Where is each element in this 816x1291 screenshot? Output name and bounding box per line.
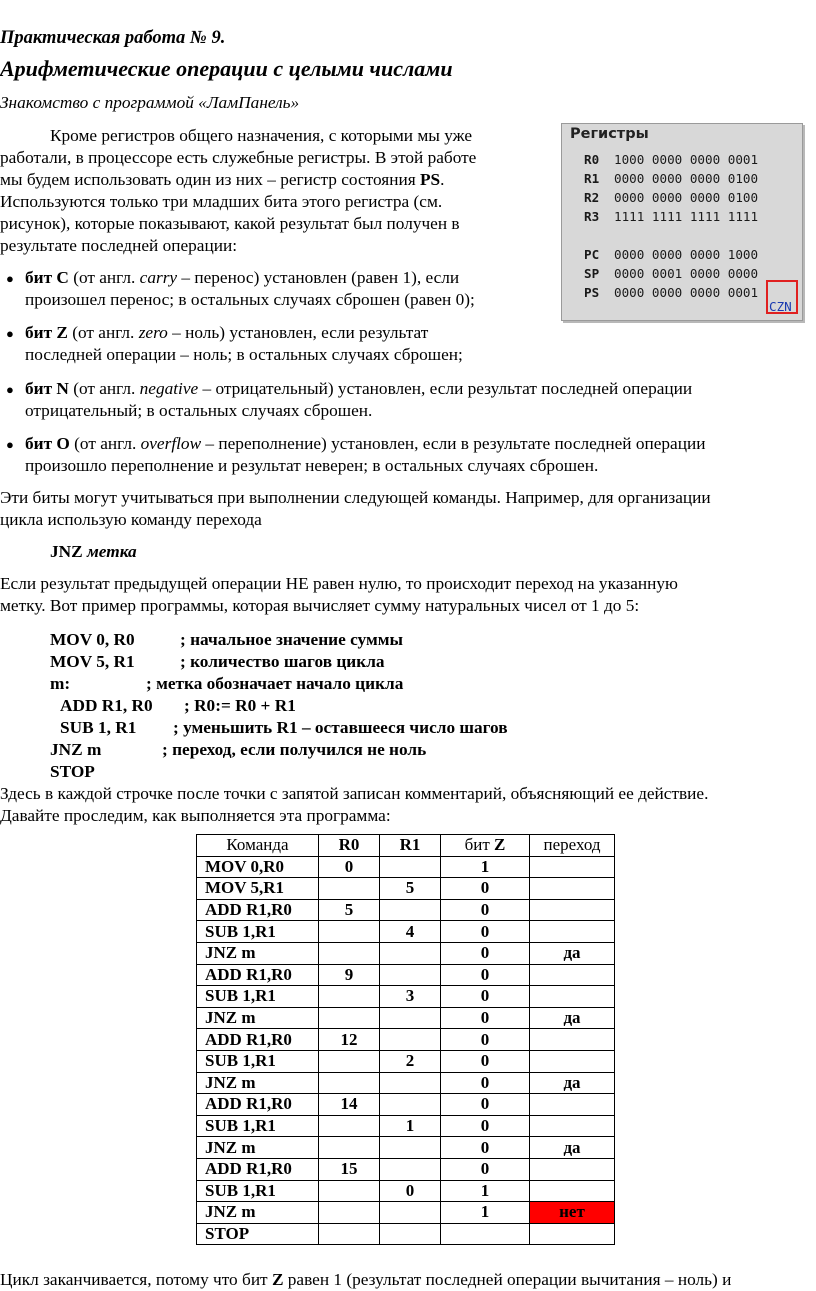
cell-command: MOV 5,R1	[197, 878, 319, 900]
final-line: Цикл заканчивается, потому что бит Z равен 1 (результат последней операции вычитания – ноль) и	[0, 1270, 732, 1289]
cell-r1: 3	[380, 986, 441, 1008]
code-line-5-cmd: SUB 1, R1	[60, 718, 137, 737]
code-line-2-cmd: MOV 5, R1	[50, 652, 135, 671]
bullet-icon: ●	[6, 326, 14, 341]
bullet-line-1: бит O (от англ. overflow – переполнение) установлен, если в результате последней операции	[25, 434, 706, 453]
cell-jump: да	[530, 1137, 615, 1159]
cell-jump	[530, 1094, 615, 1116]
cell-r0	[319, 1202, 380, 1224]
cell-jump	[530, 964, 615, 986]
code-line-4-cmd: ADD R1, R0	[60, 696, 153, 715]
cell-bit-z: 0	[441, 1072, 530, 1094]
register-row: PC 0000 0000 0000 1000	[584, 247, 759, 262]
cell-r1	[380, 1223, 441, 1245]
cell-command: ADD R1,R0	[197, 1029, 319, 1051]
header-r0: R0	[319, 835, 380, 857]
table-row	[197, 1072, 615, 1094]
register-row: R0 1000 0000 0000 0001	[584, 152, 759, 167]
cell-bit-z: 0	[441, 964, 530, 986]
cell-jump	[530, 986, 615, 1008]
para4-line-2: Давайте проследим, как выполняется эта программа:	[0, 806, 391, 825]
header-jump: переход	[530, 835, 615, 857]
cell-jump	[530, 856, 615, 878]
cell-r0: 9	[319, 964, 380, 986]
cell-jump: да	[530, 1007, 615, 1029]
cell-r1	[380, 1202, 441, 1224]
cell-r1: 2	[380, 1050, 441, 1072]
cell-r0: 15	[319, 1158, 380, 1180]
table-row	[197, 1137, 615, 1159]
code-line-1-comment: ; начальное значение суммы	[180, 630, 404, 649]
cell-bit-z: 0	[441, 942, 530, 964]
cell-command: JNZ m	[197, 1072, 319, 1094]
cell-r0	[319, 1072, 380, 1094]
register-row: SP 0000 0001 0000 0000	[584, 266, 759, 281]
cell-command: MOV 0,R0	[197, 856, 319, 878]
cell-r0	[319, 1223, 380, 1245]
cell-r0	[319, 921, 380, 943]
cell-r0: 5	[319, 899, 380, 921]
table-row	[197, 1029, 615, 1051]
cell-r0	[319, 986, 380, 1008]
trace-table	[196, 834, 615, 1245]
cell-jump	[530, 921, 615, 943]
cell-command: JNZ m	[197, 942, 319, 964]
cell-command: JNZ m	[197, 1007, 319, 1029]
cell-command: SUB 1,R1	[197, 1180, 319, 1202]
cell-command: SUB 1,R1	[197, 921, 319, 943]
cell-r0	[319, 1180, 380, 1202]
cell-bit-z: 0	[441, 899, 530, 921]
para2-line-1: Эти биты могут учитываться при выполнении следующей команды. Например, для организации	[0, 488, 711, 507]
table-row	[197, 878, 615, 900]
table-row	[197, 1158, 615, 1180]
ps-term: PS	[420, 170, 441, 189]
cell-jump: да	[530, 942, 615, 964]
code-line-4-comment: ; R0:= R0 + R1	[184, 696, 296, 715]
cell-r1	[380, 856, 441, 878]
flags-label: CZN	[769, 299, 792, 314]
cell-r0	[319, 878, 380, 900]
cell-command: ADD R1,R0	[197, 1094, 319, 1116]
cell-jump	[530, 1223, 615, 1245]
table-row	[197, 942, 615, 964]
table-row	[197, 899, 615, 921]
bullet-icon: ●	[6, 382, 14, 397]
code-line-3-comment: ; метка обозначает начало цикла	[146, 674, 404, 693]
code-line-6-comment: ; переход, если получился не ноль	[162, 740, 427, 759]
table-row	[197, 1180, 615, 1202]
cell-bit-z	[441, 1223, 530, 1245]
cell-bit-z: 0	[441, 1029, 530, 1051]
bullet-line-2: отрицательный; в остальных случаях сброшен.	[25, 401, 373, 420]
cell-bit-z: 0	[441, 1050, 530, 1072]
cell-jump: нет	[530, 1202, 615, 1224]
cell-r0: 0	[319, 856, 380, 878]
cell-bit-z: 1	[441, 1202, 530, 1224]
header-command: Команда	[197, 835, 319, 857]
code-line-6-cmd: JNZ m	[50, 740, 102, 759]
page-subtitle: Знакомство с программой «ЛамПанель»	[0, 93, 300, 112]
intro-line-5: рисунок), которые показывают, какой результат был получен в	[0, 214, 460, 233]
cell-r0	[319, 1050, 380, 1072]
cell-r1	[380, 942, 441, 964]
cell-r1	[380, 1158, 441, 1180]
bullet-line-2: произошло переполнение и результат неверен; в остальных случаях сброшен.	[25, 456, 599, 475]
cell-bit-z: 0	[441, 1158, 530, 1180]
para2-line-2: цикла использую команду перехода	[0, 510, 262, 529]
bullet-line-2: произошел перенос; в остальных случаях сброшен (равен 0);	[25, 290, 475, 309]
intro-line-2: работали, в процессоре есть служебные регистры. В этой работе	[0, 148, 477, 167]
code-line-1-cmd: MOV 0, R0	[50, 630, 135, 649]
bullet-line-2: последней операции – ноль; в остальных случаях сброшен;	[25, 345, 463, 364]
cell-r1: 0	[380, 1180, 441, 1202]
cell-r0	[319, 1137, 380, 1159]
para4-line-1: Здесь в каждой строчке после точки с запятой записан комментарий, объясняющий ее действие.	[0, 784, 709, 803]
intro-line-3: мы будем использовать один из них – регистр состояния PS.	[0, 170, 445, 189]
intro-line-6: результате последней операции:	[0, 236, 237, 255]
cell-jump	[530, 899, 615, 921]
cell-command: ADD R1,R0	[197, 964, 319, 986]
intro-line-1: Кроме регистров общего назначения, с которыми мы уже	[50, 126, 472, 145]
cell-r1	[380, 1029, 441, 1051]
cell-jump: да	[530, 1072, 615, 1094]
code-line-2-comment: ; количество шагов цикла	[180, 652, 385, 671]
cell-bit-z: 0	[441, 878, 530, 900]
cell-bit-z: 0	[441, 986, 530, 1008]
cell-bit-z: 0	[441, 1115, 530, 1137]
code-line-5-comment: ; уменьшить R1 – оставшееся число шагов	[173, 718, 508, 737]
page-title: Арифметические операции с целыми числами	[0, 56, 453, 81]
code-line-7-cmd: STOP	[50, 762, 95, 781]
table-row	[197, 856, 615, 878]
cell-bit-z: 1	[441, 856, 530, 878]
table-row	[197, 921, 615, 943]
table-row	[197, 964, 615, 986]
registers-title: Регистры	[570, 126, 649, 142]
cell-bit-z: 0	[441, 1094, 530, 1116]
table-row	[197, 1007, 615, 1029]
bullet-icon: ●	[6, 437, 14, 452]
cell-r1	[380, 964, 441, 986]
cell-jump	[530, 1050, 615, 1072]
registers-panel	[561, 123, 803, 321]
table-row	[197, 986, 615, 1008]
cell-command: SUB 1,R1	[197, 986, 319, 1008]
table-header-row	[197, 835, 615, 857]
cell-bit-z: 0	[441, 921, 530, 943]
table-row	[197, 1094, 615, 1116]
register-row: R1 0000 0000 0000 0100	[584, 171, 759, 186]
cell-jump	[530, 1180, 615, 1202]
cell-command: JNZ m	[197, 1137, 319, 1159]
cell-jump	[530, 1158, 615, 1180]
cell-command: STOP	[197, 1223, 319, 1245]
cell-jump	[530, 878, 615, 900]
cell-r1	[380, 1007, 441, 1029]
code-line-3-cmd: m:	[50, 674, 71, 693]
cell-command: SUB 1,R1	[197, 1050, 319, 1072]
header-bit-z: бит Z	[441, 835, 530, 857]
cell-r1: 4	[380, 921, 441, 943]
intro-line-4: Используются только три младших бита этого регистра (см.	[0, 192, 443, 211]
para3-line-2: метку. Вот пример программы, которая вычисляет сумму натуральных чисел от 1 до 5:	[0, 596, 640, 615]
register-row: R3 1111 1111 1111 1111	[584, 209, 759, 224]
cell-jump	[530, 1029, 615, 1051]
register-row-ps: PS 0000 0000 0000 0001	[584, 285, 759, 300]
cell-r1	[380, 1072, 441, 1094]
cell-command: ADD R1,R0	[197, 1158, 319, 1180]
cell-command: ADD R1,R0	[197, 899, 319, 921]
work-number: Практическая работа № 9.	[0, 28, 226, 48]
cell-r1: 5	[380, 878, 441, 900]
header-r1: R1	[380, 835, 441, 857]
table-row	[197, 1202, 615, 1224]
bullet-line-1: бит N (от англ. negative – отрицательный) установлен, если результат последней операции	[25, 379, 693, 398]
cell-r0	[319, 1115, 380, 1137]
register-row: R2 0000 0000 0000 0100	[584, 190, 759, 205]
cell-r1	[380, 899, 441, 921]
table-row	[197, 1050, 615, 1072]
cell-r1	[380, 1137, 441, 1159]
cell-jump	[530, 1115, 615, 1137]
cell-command: JNZ m	[197, 1202, 319, 1224]
table-row	[197, 1115, 615, 1137]
cell-bit-z: 1	[441, 1180, 530, 1202]
cell-command: SUB 1,R1	[197, 1115, 319, 1137]
cell-bit-z: 0	[441, 1137, 530, 1159]
cell-r0	[319, 942, 380, 964]
cell-bit-z: 0	[441, 1007, 530, 1029]
bullet-icon: ●	[6, 271, 14, 286]
jnz-syntax: JNZ метка	[50, 542, 137, 561]
table-row	[197, 1223, 615, 1245]
cell-r1	[380, 1094, 441, 1116]
para3-line-1: Если результат предыдущей операции НЕ равен нулю, то происходит переход на указанную	[0, 574, 678, 593]
cell-r0	[319, 1007, 380, 1029]
bullet-line-1: бит Z (от англ. zero – ноль) установлен, если результат	[25, 323, 429, 342]
bullet-line-1: бит C (от англ. carry – перенос) установлен (равен 1), если	[25, 268, 460, 287]
cell-r1: 1	[380, 1115, 441, 1137]
cell-r0: 12	[319, 1029, 380, 1051]
cell-r0: 14	[319, 1094, 380, 1116]
